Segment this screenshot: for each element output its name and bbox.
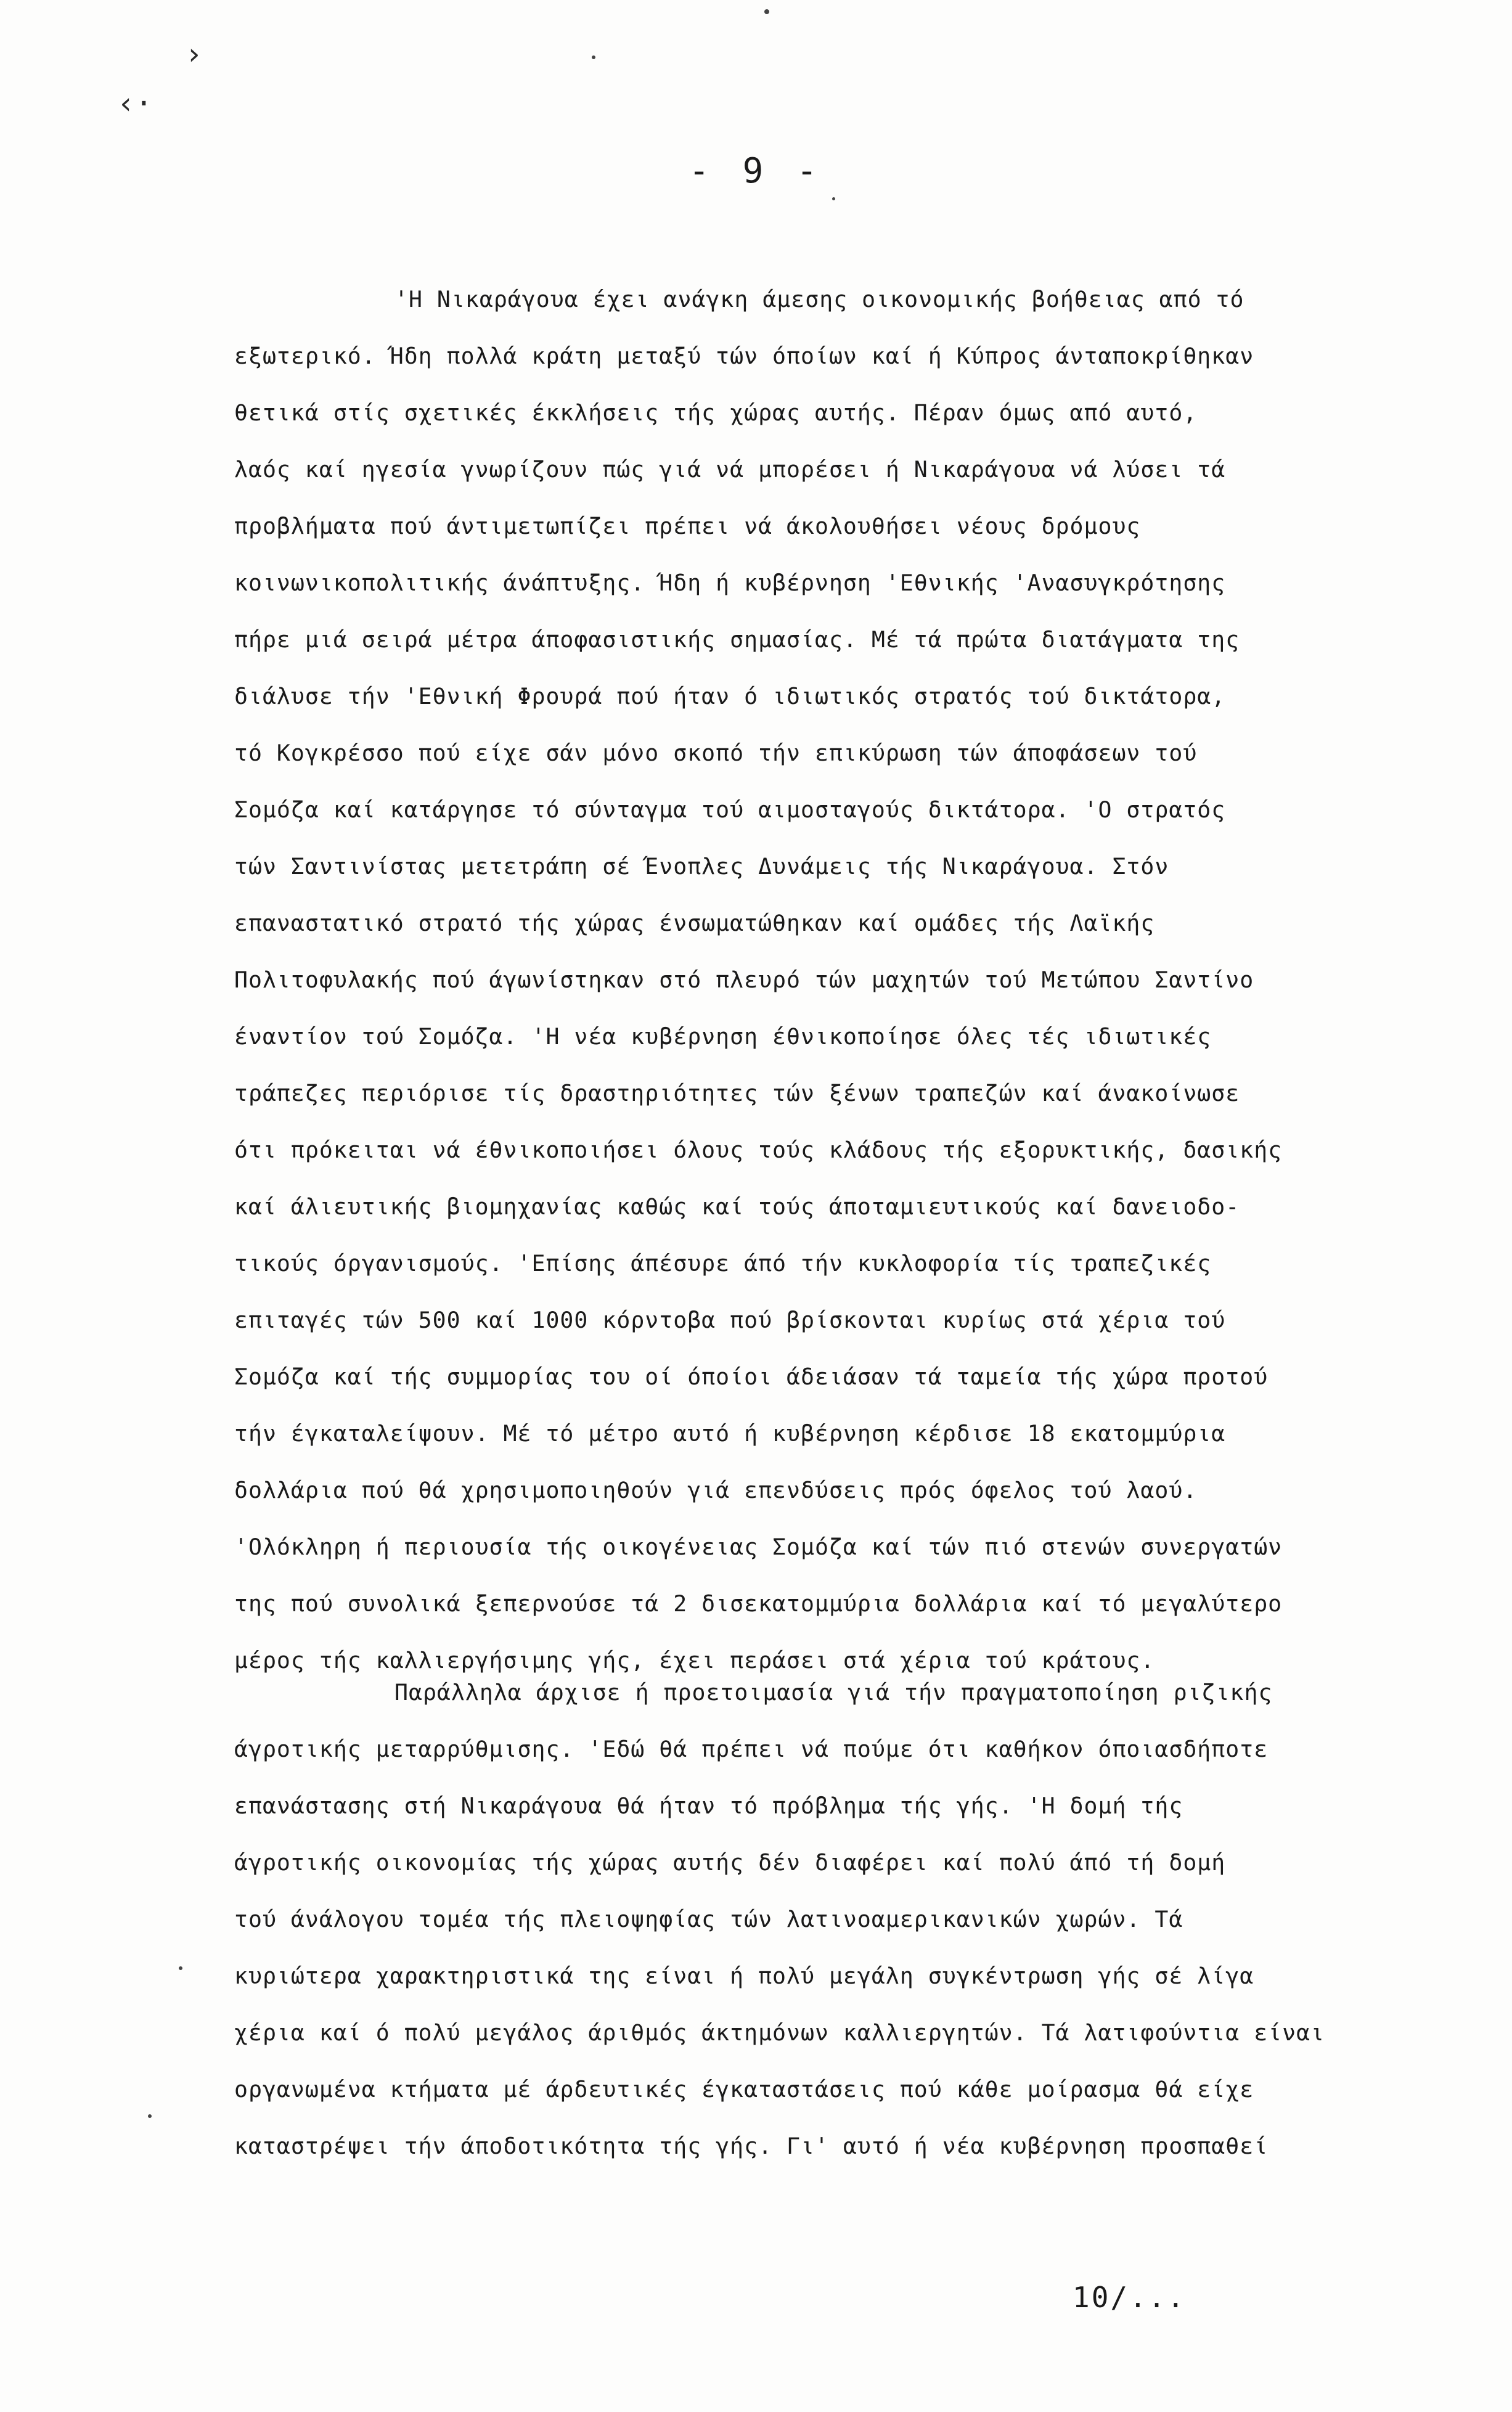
text-line: χέρια καί ό πολύ μεγάλος άριθμός άκτημόνων καλλιεργητών. Τά λατιφούντια είναι <box>234 2019 1325 2046</box>
continuation-marker: 10/... <box>1073 2281 1187 2314</box>
text-line: επανάστασης στή Νικαράγουα θά ήταν τό πρόβλημα τής γής. 'Η δομή τής <box>234 1793 1183 1819</box>
margin-mark-top-left: › <box>185 37 203 72</box>
margin-mark-left: ‹· <box>117 86 153 121</box>
text-line: επαναστατικό στρατό τής χώρας ένσωματώθηκαν καί ομάδες τής Λαϊκής <box>234 910 1155 936</box>
text-line: λαός καί ηγεσία γνωρίζουν πώς γιά νά μπορέσει ή Νικαράγουα νά λύσει τά <box>234 456 1226 483</box>
scan-speck <box>179 1966 182 1970</box>
paragraph-2 <box>234 1664 1405 2175</box>
text-line: τήν έγκαταλείψουν. Μέ τό μέτρο αυτό ή κυβέρνηση κέρδισε 18 εκατομμύρια <box>234 1420 1226 1447</box>
text-line: ότι πρόκειται νά έθνικοποιήσει όλους τούς κλάδους τής εξορυκτικής, δασικής <box>234 1137 1283 1163</box>
text-line: 'Η Νικαράγουα έχει ανάγκη άμεσης οικονομικής βοήθειας από τό <box>394 286 1244 313</box>
scan-speck <box>592 55 595 59</box>
text-line: προβλήματα πού άντιμετωπίζει πρέπει νά άκολουθήσει νέους δρόμους <box>234 513 1141 539</box>
text-line: Σομόζα καί κατάργησε τό σύνταγμα τού αιμοσταγούς δικτάτορα. 'Ο στρατός <box>234 796 1226 823</box>
text-line: καταστρέψει τήν άποδοτικότητα τής γής. Γι' αυτό ή νέα κυβέρνηση προσπαθεί <box>234 2133 1269 2159</box>
text-line: τών Σαντινίστας μετετράπη σέ Ένοπλες Δυνάμεις τής Νικαράγουα. Στόν <box>234 853 1169 880</box>
text-line: εξωτερικό. Ήδη πολλά κράτη μεταξύ τών όποίων καί ή Κύπρος άνταποκρίθηκαν <box>234 343 1254 369</box>
scan-speck <box>148 2114 152 2118</box>
text-line: επιταγές τών 500 καί 1000 κόρντοβα πού βρίσκονται κυρίως στά χέρια τού <box>234 1307 1226 1333</box>
text-line: τράπεζες περιόρισε τίς δραστηριότητες τών ξένων τραπεζών καί άνακοίνωσε <box>234 1080 1240 1106</box>
text-line: τού άνάλογου τομέα τής πλειοψηφίας τών λατινοαμερικανικών χωρών. Τά <box>234 1906 1183 1932</box>
text-line: έναντίον τού Σομόζα. 'Η νέα κυβέρνηση έθνικοποίησε όλες τές ιδιωτικές <box>234 1023 1212 1050</box>
paragraph-1 <box>234 271 1405 1689</box>
scan-speck <box>764 9 769 14</box>
text-line: άγροτικής μεταρρύθμισης. 'Εδώ θά πρέπει νά πούμε ότι καθήκον όποιασδήποτε <box>234 1736 1269 1762</box>
text-line: καί άλιευτικής βιομηχανίας καθώς καί τούς άποταμιευτικούς καί δανειοδο- <box>234 1193 1240 1220</box>
text-line: κοινωνικοπολιτικής άνάπτυξης. Ήδη ή κυβέρνηση 'Εθνικής 'Ανασυγκρότησης <box>234 570 1226 596</box>
text-line: Σομόζα καί τής συμμορίας του οί όποίοι άδειάσαν τά ταμεία τής χώρα προτού <box>234 1363 1269 1390</box>
text-line: πήρε μιά σειρά μέτρα άποφασιστικής σημασίας. Μέ τά πρώτα διατάγματα της <box>234 626 1240 653</box>
text-line: τικούς όργανισμούς. 'Επίσης άπέσυρε άπό τήν κυκλοφορία τίς τραπεζικές <box>234 1250 1212 1277</box>
text-line: 'Ολόκληρη ή περιουσία τής οικογένειας Σομόζα καί τών πιό στενών συνεργατών <box>234 1534 1283 1560</box>
text-line: Παράλληλα άρχισε ή προετοιμασία γιά τήν πραγματοποίηση ριζικής <box>394 1679 1273 1706</box>
text-line: θετικά στίς σχετικές έκκλήσεις τής χώρας αυτής. Πέραν όμως από αυτό, <box>234 399 1198 426</box>
text-line: άγροτικής οικονομίας τής χώρας αυτής δέν διαφέρει καί πολύ άπό τή δομή <box>234 1849 1226 1876</box>
scan-speck <box>832 197 835 200</box>
text-line: οργανωμένα κτήματα μέ άρδευτικές έγκαταστάσεις πού κάθε μοίρασμα θά είχε <box>234 2076 1254 2103</box>
text-line: της πού συνολικά ξεπερνούσε τά 2 δισεκατομμύρια δολλάρια καί τό μεγαλύτερο <box>234 1590 1283 1617</box>
text-line: κυριώτερα χαρακτηριστικά της είναι ή πολύ μεγάλη συγκέντρωση γής σέ λίγα <box>234 1963 1254 1989</box>
text-line: διάλυσε τήν 'Εθνική Φρουρά πού ήταν ό ιδιωτικός στρατός τού δικτάτορα, <box>234 683 1226 709</box>
text-line: Πολιτοφυλακής πού άγωνίστηκαν στό πλευρό τών μαχητών τού Μετώπου Σαντίνο <box>234 967 1254 993</box>
text-line: δολλάρια πού θά χρησιμοποιηθούν γιά επενδύσεις πρός όφελος τού λαού. <box>234 1477 1198 1503</box>
text-line: μέρος τής καλλιεργήσιμης γής, έχει περάσει στά χέρια τού κράτους. <box>234 1647 1155 1674</box>
text-line: τό Κογκρέσσο πού είχε σάν μόνο σκοπό τήν επικύρωση τών άποφάσεων τού <box>234 740 1198 766</box>
page-number: - 9 - <box>689 151 823 191</box>
